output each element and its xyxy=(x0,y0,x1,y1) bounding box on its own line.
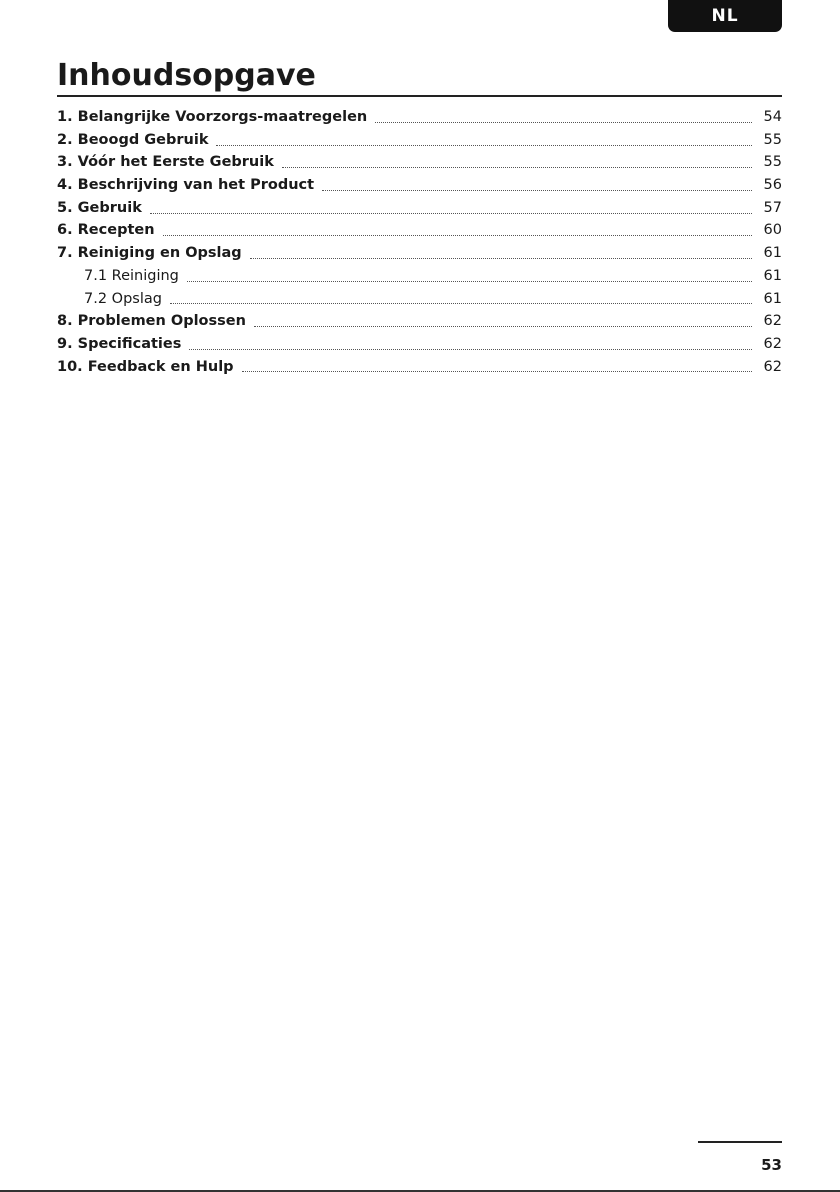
toc-entry-7[interactable] xyxy=(57,242,782,265)
toc-entry-10[interactable] xyxy=(57,356,782,379)
toc-entry-page: 57 xyxy=(763,199,782,216)
toc-entry-label: 8. Problemen Oplossen xyxy=(57,313,246,330)
toc-entry-9[interactable] xyxy=(57,333,782,356)
toc-entry-label: 7.1 Reiniging xyxy=(84,267,179,284)
toc-entry-page: 55 xyxy=(763,154,782,171)
toc-entry-label: 2. Beoogd Gebruik xyxy=(57,131,209,148)
language-badge: NL xyxy=(668,0,782,32)
toc-entry-label: 9. Specificaties xyxy=(57,335,182,352)
toc-entry-page: 62 xyxy=(763,313,782,330)
toc-entry-page: 54 xyxy=(763,109,782,125)
footer-rule xyxy=(698,1141,782,1143)
toc-entry-page: 55 xyxy=(763,131,782,148)
toc-entry-8[interactable] xyxy=(57,310,782,333)
toc-leader-dots xyxy=(216,145,752,146)
toc-entry-label: 1. Belangrijke Voorzorgs-maatregelen xyxy=(57,109,368,125)
toc-entry-2[interactable] xyxy=(57,129,782,152)
toc-entry-7-2[interactable] xyxy=(57,288,782,311)
toc-entry-5[interactable] xyxy=(57,197,782,220)
toc-leader-dots xyxy=(163,235,752,236)
toc-entry-7-1[interactable] xyxy=(57,265,782,288)
toc-entry-page: 62 xyxy=(763,335,782,352)
toc-leader-dots xyxy=(187,281,752,282)
toc-entry-page: 62 xyxy=(763,358,782,375)
toc-leader-dots xyxy=(282,167,752,168)
toc-entry-label: 6. Recepten xyxy=(57,222,155,239)
toc-leader-dots xyxy=(189,349,752,350)
toc-entry-page: 56 xyxy=(763,177,782,194)
table-of-contents xyxy=(57,106,782,378)
toc-leader-dots xyxy=(242,371,752,372)
toc-entry-page: 61 xyxy=(763,245,782,262)
toc-entry-6[interactable] xyxy=(57,219,782,242)
toc-leader-dots xyxy=(170,303,752,304)
toc-entry-page: 60 xyxy=(763,222,782,239)
toc-leader-dots xyxy=(150,213,752,214)
page-number: 53 xyxy=(761,1156,782,1174)
title-underline xyxy=(57,95,782,97)
toc-entry-3[interactable] xyxy=(57,151,782,174)
toc-leader-dots xyxy=(322,190,752,191)
toc-entry-label: 4. Beschrijving van het Product xyxy=(57,177,315,194)
toc-entry-label: 7.2 Opslag xyxy=(84,290,162,307)
toc-entry-label: 7. Reiniging en Opslag xyxy=(57,245,242,262)
toc-leader-dots xyxy=(375,122,752,123)
toc-entry-page: 61 xyxy=(763,290,782,307)
toc-entry-page: 61 xyxy=(763,267,782,284)
toc-entry-label: 5. Gebruik xyxy=(57,199,142,216)
toc-entry-label: 3. Vóór het Eerste Gebruik xyxy=(57,154,274,171)
toc-entry-4[interactable] xyxy=(57,174,782,197)
toc-leader-dots xyxy=(250,258,752,259)
toc-entry-label: 10. Feedback en Hulp xyxy=(57,358,234,375)
toc-entry-1[interactable] xyxy=(57,106,782,129)
toc-leader-dots xyxy=(254,326,752,327)
page-title: Inhoudsopgave xyxy=(57,58,316,93)
